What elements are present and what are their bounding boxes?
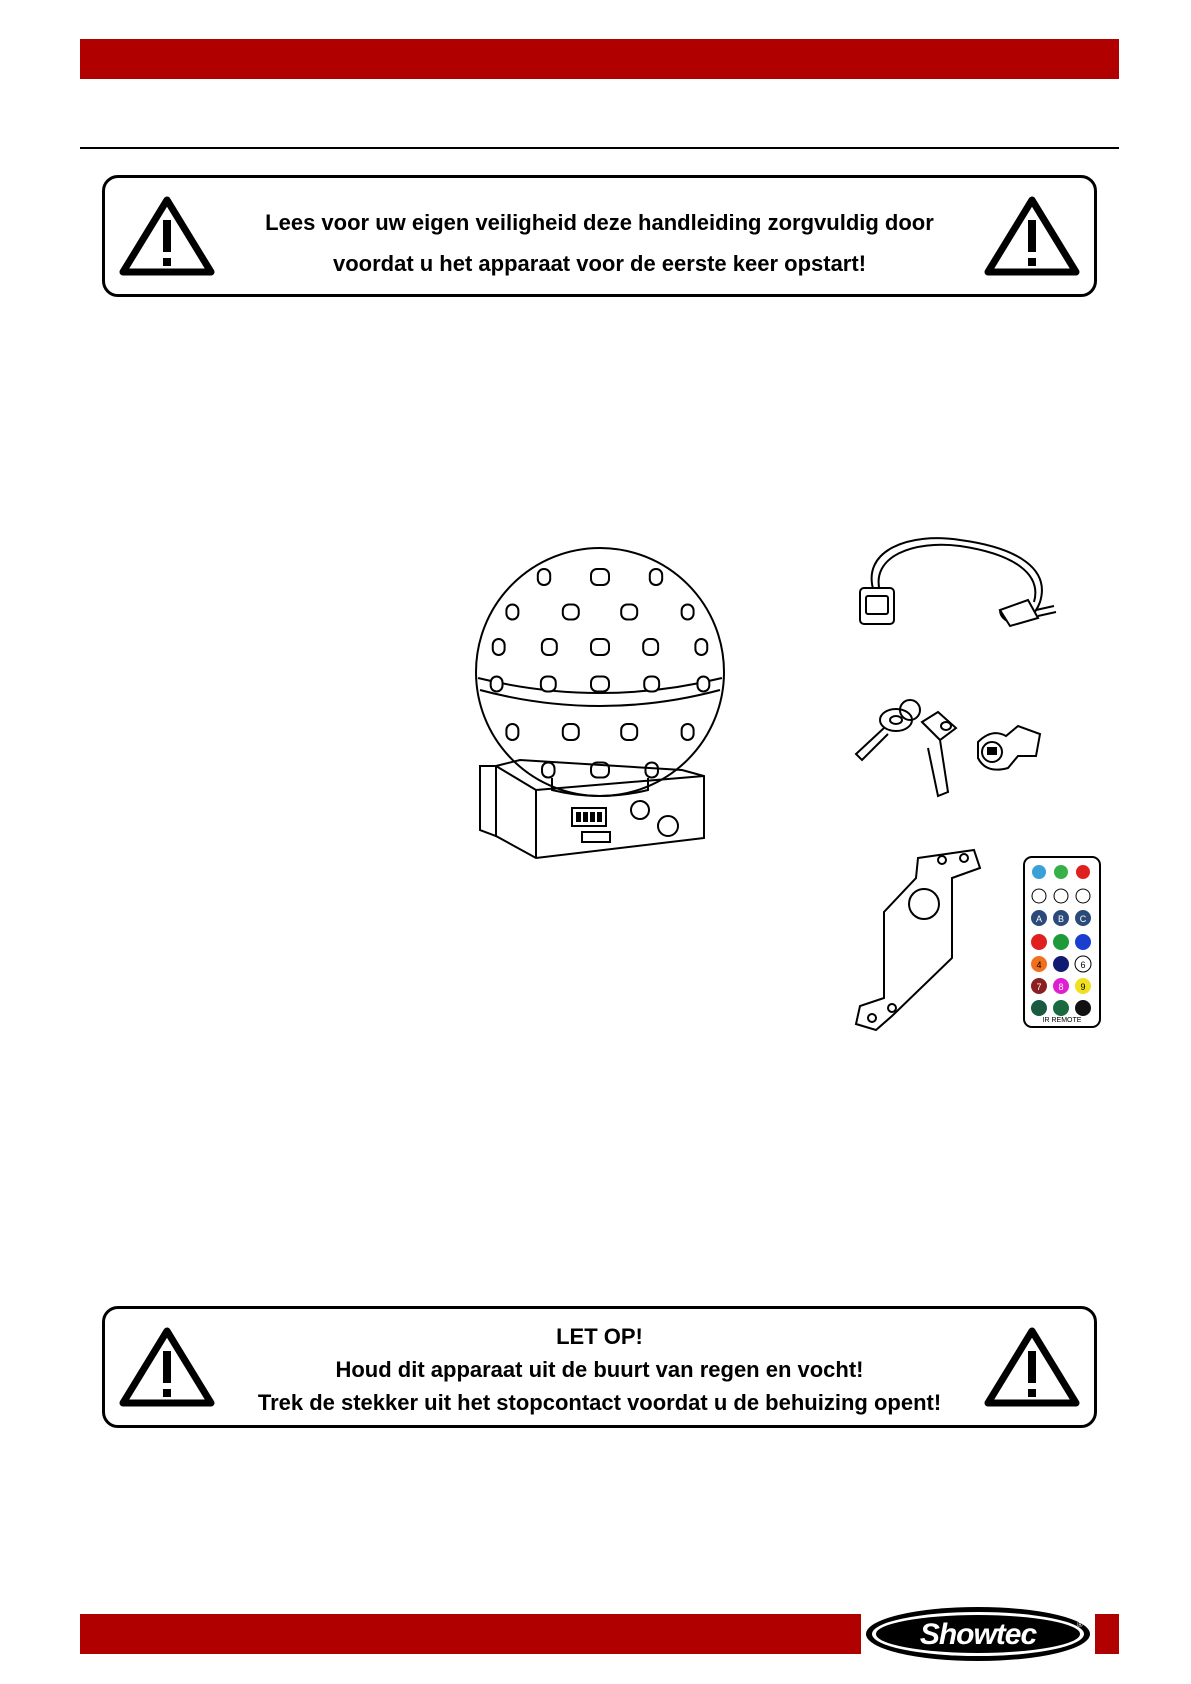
- safety-warning-line-2: voordat u het apparaat voor de eerste keer opstart!: [332, 251, 867, 276]
- warning-triangle-icon: [984, 196, 1080, 276]
- lens: [695, 639, 707, 655]
- warning-triangle-icon: [984, 1327, 1080, 1407]
- remote-button-4: 4: [1036, 960, 1042, 970]
- remote-button-c: C: [1079, 914, 1087, 924]
- remote-button-8: 8: [1058, 982, 1064, 992]
- lens: [506, 724, 518, 740]
- safety-warning-text: [235, 202, 964, 284]
- lens: [506, 605, 518, 620]
- caution-warning-box: [102, 1306, 1097, 1428]
- mounting-bracket-icon: [852, 848, 982, 1033]
- lens: [621, 724, 637, 740]
- lens: [682, 605, 694, 620]
- keys-and-lock-icon: [852, 688, 1052, 808]
- remote-button-9: 9: [1080, 982, 1086, 992]
- remote-button-6: 6: [1080, 960, 1086, 970]
- remote-button-b: B: [1057, 914, 1065, 924]
- warning-triangle-icon: [119, 1327, 215, 1407]
- lens: [650, 569, 662, 585]
- lens: [643, 639, 658, 655]
- lens: [563, 605, 579, 620]
- lens: [491, 677, 503, 692]
- lens: [591, 677, 609, 692]
- lens: [541, 677, 556, 692]
- remote-label: IR REMOTE: [1042, 1017, 1082, 1024]
- safety-warning-line-1: Lees voor uw eigen veiligheid deze handleiding zorgvuldig door: [265, 210, 934, 235]
- lens: [644, 677, 659, 692]
- lens: [697, 677, 709, 692]
- caution-line-3: Trek de stekker uit het stopcontact voordat u de behuizing opent!: [257, 1390, 942, 1415]
- lens: [542, 763, 554, 778]
- lens: [591, 569, 609, 585]
- lens: [542, 639, 557, 655]
- svg-text:®: ®: [1077, 1620, 1083, 1629]
- lens: [591, 639, 609, 655]
- safety-warning-box: [102, 175, 1097, 297]
- ir-remote-icon: [1023, 856, 1101, 1028]
- lens: [538, 569, 550, 585]
- remote-button-a: A: [1035, 914, 1043, 924]
- svg-text:Showtec: Showtec: [919, 1618, 1037, 1651]
- showtec-logo: [861, 1603, 1095, 1665]
- lens: [621, 605, 637, 620]
- warning-triangle-icon: [119, 196, 215, 276]
- lens-group: [491, 569, 710, 778]
- product-illustration: [472, 540, 728, 870]
- lens: [493, 639, 505, 655]
- lens: [682, 724, 694, 740]
- header-rule: [80, 147, 1119, 149]
- lens: [563, 724, 579, 740]
- caution-line-2: Houd dit apparaat uit de buurt van regen en vocht!: [335, 1357, 864, 1382]
- caution-warning-text: [235, 1320, 964, 1419]
- caution-heading: LET OP!: [556, 1324, 643, 1349]
- power-cable-icon: [850, 530, 1060, 650]
- remote-button-7: 7: [1036, 982, 1042, 992]
- lens: [645, 763, 657, 778]
- header-bar: [80, 39, 1119, 79]
